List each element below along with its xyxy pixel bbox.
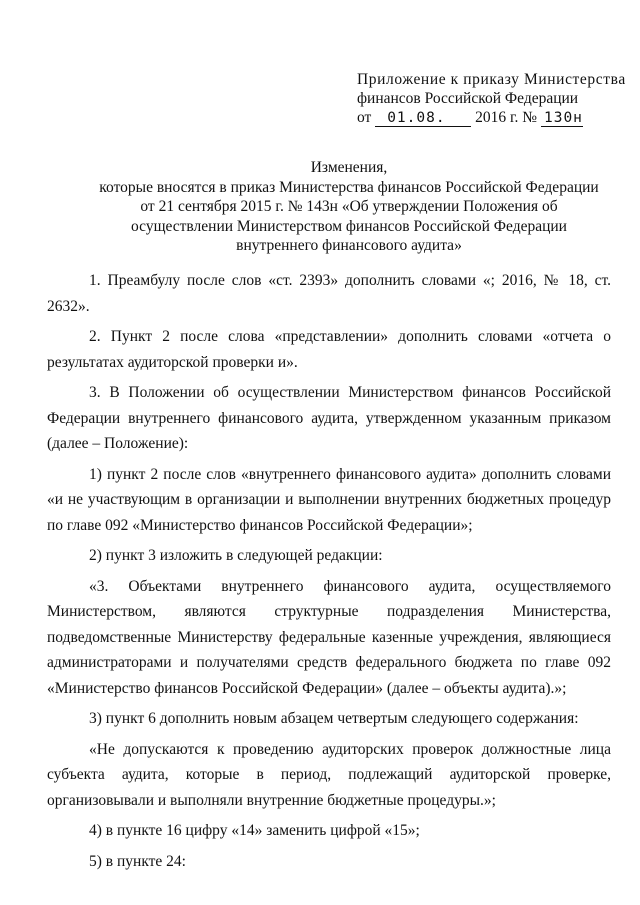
header-line-date <box>357 108 617 127</box>
date-prefix: от <box>357 109 372 126</box>
document-body <box>47 268 611 874</box>
title-line-1: Изменения, <box>310 159 388 176</box>
approval-header <box>357 70 626 127</box>
title-line-3: от 21 сентября 2015 г. № 143н «Об утверждении Положения об <box>140 198 558 215</box>
paragraph-1: 1. Преамбулу после слов «ст. 2393» дополнить словами «; 2016, № 18, ст. 2632». <box>47 272 611 315</box>
handwritten-order-number: 130н <box>541 111 583 127</box>
title-line-2: которые вносятся в приказ Министерства финансов Российской Федерации <box>99 178 599 196</box>
document-title <box>84 158 614 256</box>
paragraph-3-3-text: «Не допускаются к проведению аудиторских проверок должностные лица субъекта аудита, которые в период, подлежащий аудиторской проверке, организовывали и выполняли внутренние бюджетные процедуры.»; <box>47 740 611 809</box>
paragraph-3-5: 5) в пункте 24: <box>89 852 186 870</box>
handwritten-date: 01.08. <box>375 111 471 127</box>
paragraph-3-2: 2) пункт 3 изложить в следующей редакции: <box>89 547 383 564</box>
paragraph-2: 2. Пункт 2 после слова «представлении» дополнить словами «отчета о результатах аудиторской проверки и». <box>47 328 611 371</box>
paragraph-3: 3. В Положении об осуществлении Министерством финансов Российской Федерации внутреннего финансового аудита, утвержденном указанным приказом (далее – Положение): <box>47 384 611 452</box>
paragraph-3-4: 4) в пункте 16 цифру «14» заменить цифрой «15»; <box>89 822 420 839</box>
paragraph-3-3: 3) пункт 6 дополнить новым абзацем четвертым следующего содержания: <box>89 710 579 727</box>
paragraph-3-2-text: «3. Объектами внутреннего финансового аудита, осуществляемого Министерством, являются структурные подразделения Министерства, подведомственные Министерству федеральные казенные учреждения, являющиеся администраторами и получателями средств федерального бюджета по главе 092 «Министерство финансов Российской Федерации» (далее – объекты аудита).»; <box>47 577 611 697</box>
title-line-4: осуществлении Министерством финансов Российской Федерации <box>131 217 567 235</box>
title-line-5: внутреннего финансового аудита» <box>236 237 462 254</box>
header-line-ministry: финансов Российской Федерации <box>357 90 579 107</box>
header-line-order: Приложение к приказу Министерства <box>357 71 626 88</box>
year-number-label: 2016 г. № <box>475 109 538 126</box>
paragraph-3-1: 1) пункт 2 после слов «внутреннего финансового аудита» дополнить словами «и не участвующим в организации и выполнении внутренних бюджетных процедур по главе 092 «Министерство финансов Российской Федерации»; <box>47 465 611 534</box>
